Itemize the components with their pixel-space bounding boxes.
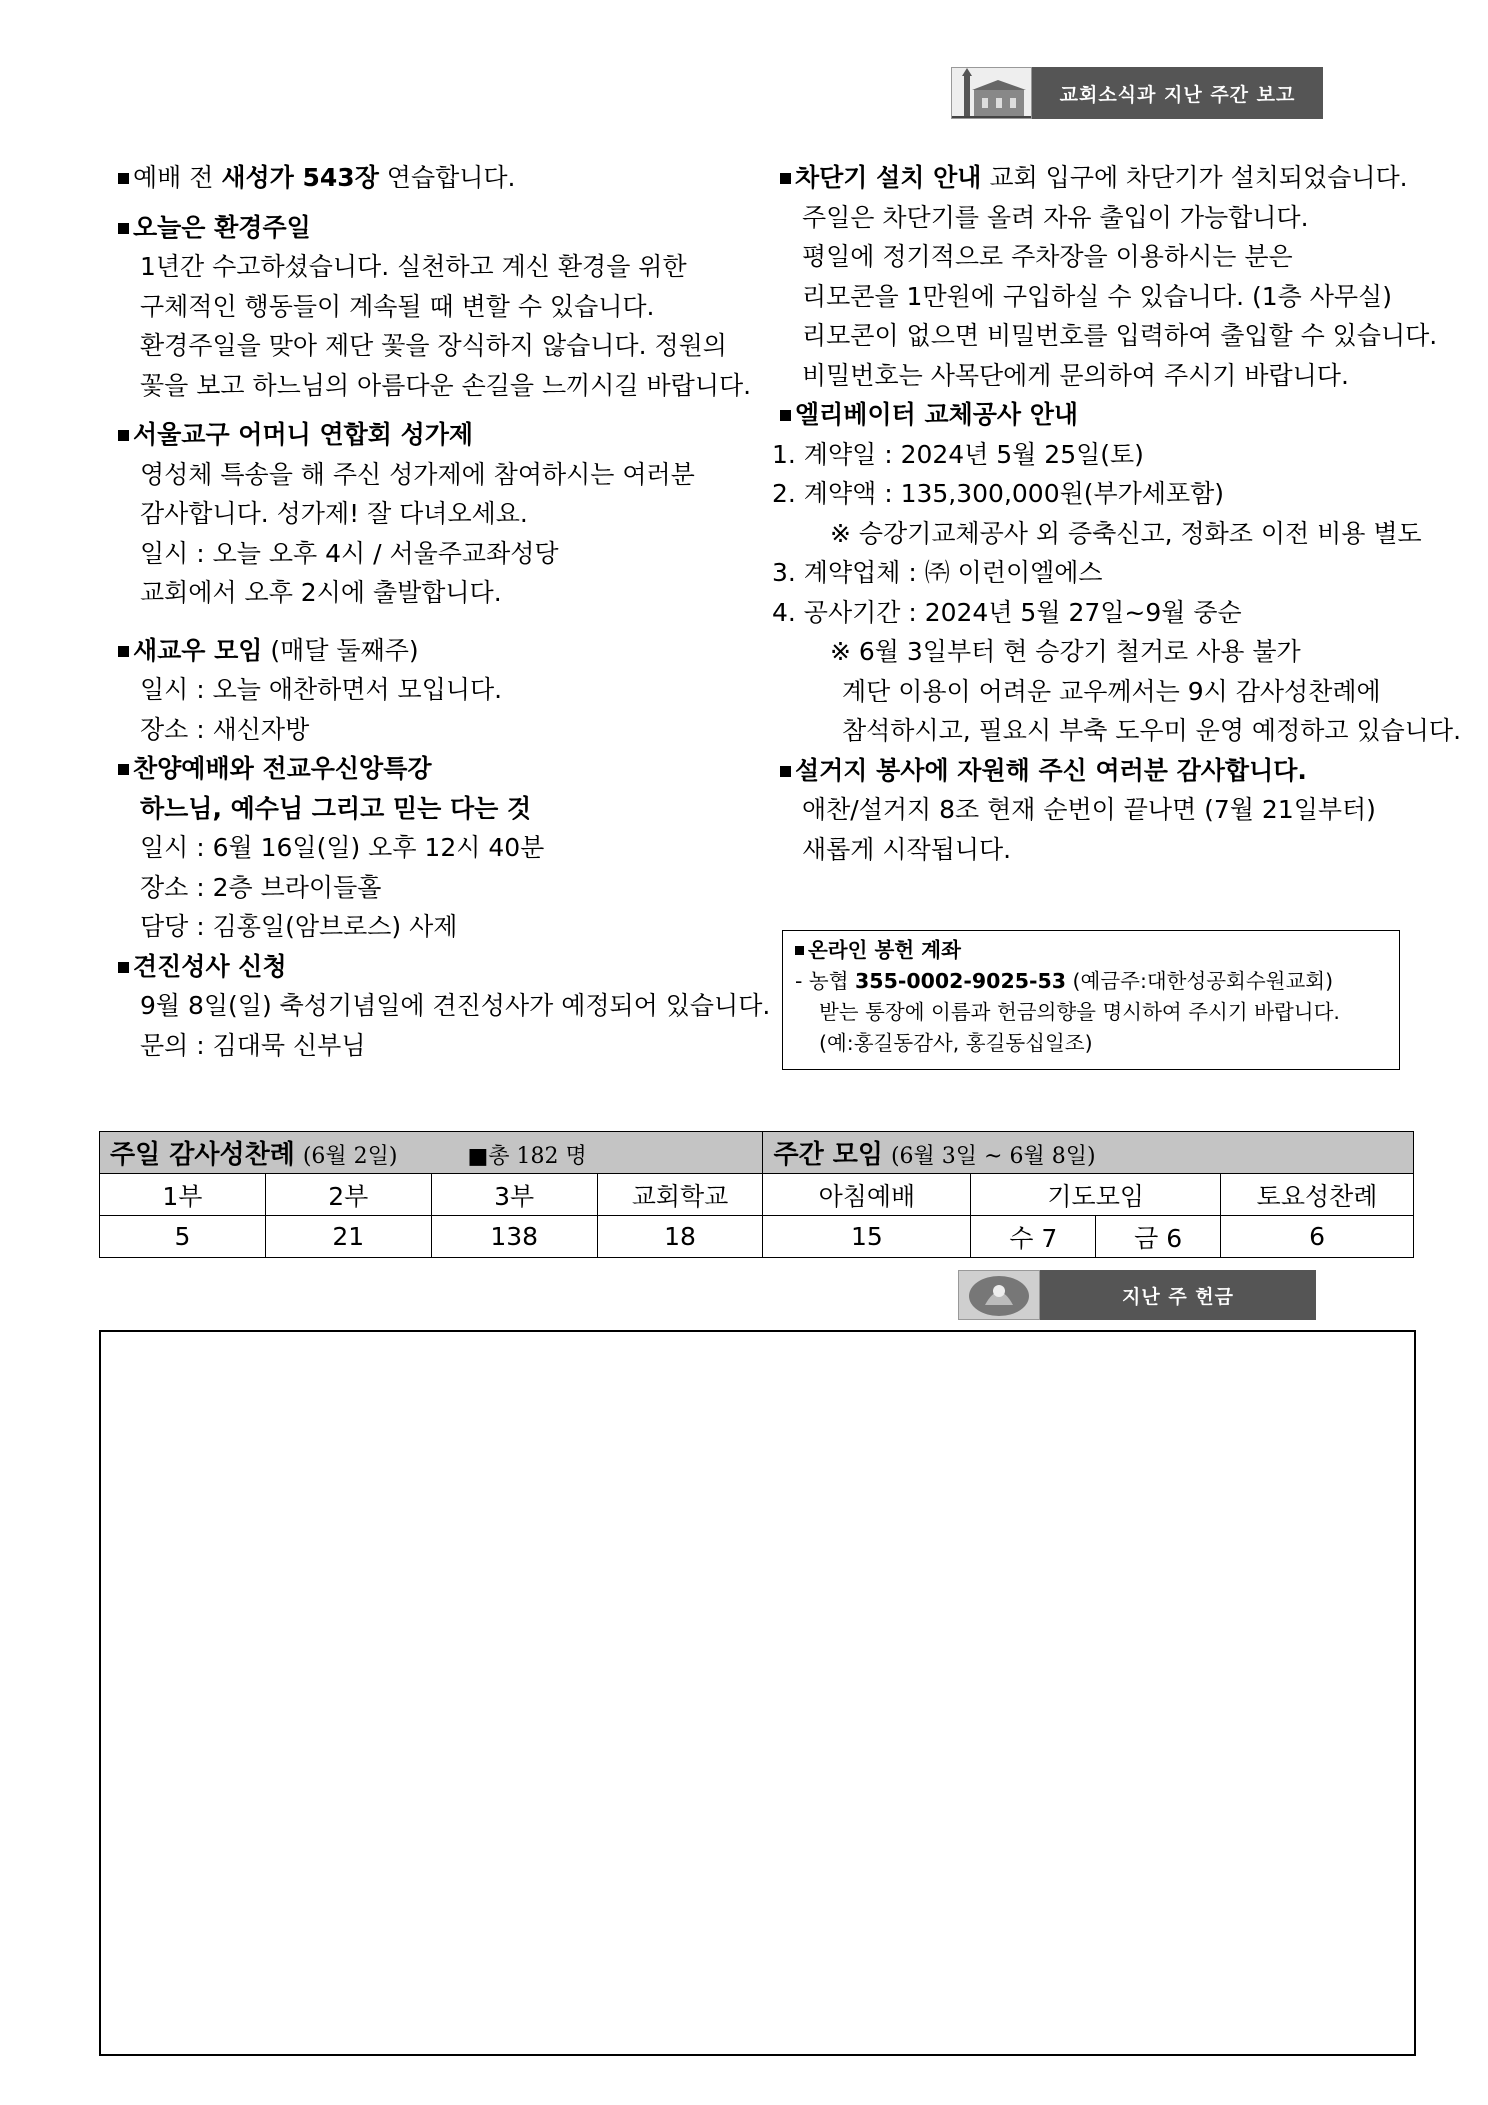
attendance-table bbox=[99, 1131, 1414, 1258]
offering-report-box bbox=[99, 1330, 1416, 2056]
attendance-category-row bbox=[100, 1174, 1414, 1216]
bullet-square-icon bbox=[118, 223, 129, 234]
online-offering-account-box: 온라인 봉헌 계좌 - 농협 355-0002-9025-53 (예금주:대한성공회수원교회) 받는 통장에 이름과 헌금의향을 명시하여 주시기 바랍니다. (예:홍길동감사, 홍길동십일조) bbox=[782, 930, 1400, 1070]
section-header-label: 지난 주 헌금 bbox=[1040, 1270, 1316, 1320]
table-header-cell: 1부 bbox=[100, 1174, 266, 1216]
table-header-cell: 3부 bbox=[431, 1174, 597, 1216]
praying-hands-icon bbox=[958, 1270, 1040, 1320]
total-attendance: ■총 182 명 bbox=[467, 1144, 587, 1169]
news-newcomers: 새교우 모임 (매달 둘째주) 일시 : 오늘 애찬하면서 모입니다. 장소 : 새신자방 bbox=[118, 631, 758, 750]
news-title: 찬양예배와 전교우신앙특강 bbox=[133, 754, 432, 783]
news-title: 새교우 모임 bbox=[133, 635, 263, 665]
news-mothers-choir: 서울교구 어머니 연합회 성가제 영성체 특송을 해 주신 성가제에 참여하시는 여러분 감사합니다. 성가제! 잘 다녀오세요. 일시 : 오늘 오후 4시 / 서울주교좌성당 교회에서 오후 2시에 출발합니다. bbox=[118, 415, 758, 613]
news-dishwashing: 설거지 봉사에 자원해 주신 여러분 감사합니다. 애찬/설거지 8조 현재 순번이 끝나면 (7월 21일부터) 새롭게 시작됩니다. bbox=[780, 751, 1400, 870]
table-cell: 금 6 bbox=[1096, 1216, 1221, 1258]
news-praise-worship: 찬양예배와 전교우신앙특강 하느님, 예수님 그리고 믿는 다는 것 일시 : 6월 16일(일) 오후 12시 40분 장소 : 2층 브라이들홀 담당 : 김홍일(암브로스) 사제 bbox=[118, 749, 758, 947]
table-cell: 6 bbox=[1221, 1216, 1414, 1258]
news-environment-sunday: 오늘은 환경주일 1년간 수고하셨습니다. 실천하고 계신 환경을 위한 구체적인 행동들이 계속될 때 변할 수 있습니다. 환경주일을 맞아 제단 꽃을 장식하지 않습니다. 정원의 꽃을 보고 하느님의 아름다운 손길을 느끼시길 바랍니다. bbox=[118, 208, 758, 406]
bullet-square-icon bbox=[118, 764, 129, 775]
table-cell: 15 bbox=[763, 1216, 971, 1258]
news-title: 오늘은 환경주일 bbox=[133, 212, 311, 242]
bullet-square-icon bbox=[795, 946, 804, 955]
news-subtitle: 하느님, 예수님 그리고 믿는 다는 것 bbox=[140, 793, 532, 823]
bullet-square-icon bbox=[118, 430, 129, 441]
bullet-square-icon bbox=[780, 410, 791, 421]
section-header-news bbox=[951, 67, 1323, 119]
table-header-cell: 교회학교 bbox=[597, 1174, 763, 1216]
table-header-cell: 기도모임 bbox=[971, 1174, 1221, 1216]
table-cell: 5 bbox=[100, 1216, 266, 1258]
sunday-eucharist-header: 주일 감사성찬례 (6월 2일) ■총 182 명 bbox=[100, 1132, 763, 1174]
attendance-header-row bbox=[100, 1132, 1414, 1174]
news-right-column bbox=[772, 158, 1462, 869]
news-title: 견진성사 신청 bbox=[133, 951, 287, 981]
news-barrier: 차단기 설치 안내 교회 입구에 차단기가 설치되었습니다. 주일은 차단기를 올려 자유 출입이 가능합니다. 평일에 정기적으로 주차장을 이용하시는 분은 리모콘을 1만원에 구입하실 수 있습니다. (1층 사무실) 리모콘이 없으면 비밀번호를 입력하여 출입할 수 있습니다. 비밀번호는 사목단에게 문의하여 주시기 바랍니다. bbox=[780, 158, 1400, 395]
bullet-square-icon bbox=[118, 646, 129, 657]
news-left-column bbox=[118, 158, 771, 1065]
news-title: 엘리베이터 교체공사 안내 bbox=[795, 400, 1079, 429]
attendance-value-row bbox=[100, 1216, 1414, 1258]
table-header-cell: 아침예배 bbox=[763, 1174, 971, 1216]
news-title: 차단기 설치 안내 bbox=[795, 163, 982, 192]
account-number: 355-0002-9025-53 bbox=[855, 969, 1067, 993]
bullet-square-icon bbox=[118, 173, 129, 184]
table-header-cell: 토요성찬례 bbox=[1221, 1174, 1414, 1216]
news-title: 서울교구 어머니 연합회 성가제 bbox=[133, 420, 474, 449]
news-elevator: 엘리베이터 교체공사 안내 1. 계약일 : 2024년 5월 25일(토) 2. 계약액 : 135,300,000원(부가세포함) ※ 승강기교체공사 외 증축신고, 정화조 이전 비용 별도 3. 계약업체 : ㈜ 이런이엘에스 4. 공사기간 : 2024년 5월 27일~9월 중순 ※ 6월 3일부터 현 승강기 철거로 사용 불가 계단 이용이 어려운 교우께서는 9시 감사성찬례에 참석하시고, 필요시 부축 도우미 운영 예정하고 있습니다. bbox=[772, 400, 1462, 745]
table-header-cell: 2부 bbox=[265, 1174, 431, 1216]
table-cell: 18 bbox=[597, 1216, 763, 1258]
section-header-offering bbox=[958, 1270, 1316, 1320]
bullet-square-icon bbox=[118, 962, 129, 973]
news-confirmation: 견진성사 신청 9월 8일(일) 축성기념일에 견진성사가 예정되어 있습니다. 문의 : 김대묵 신부님 bbox=[118, 947, 758, 1066]
table-cell: 수 7 bbox=[971, 1216, 1096, 1258]
account-title: 온라인 봉헌 계좌 bbox=[808, 938, 961, 962]
news-title: 설거지 봉사에 자원해 주신 여러분 감사합니다. bbox=[795, 755, 1307, 785]
news-hymn: 예배 전 새성가 543장 연습합니다. bbox=[118, 158, 758, 198]
table-cell: 138 bbox=[431, 1216, 597, 1258]
table-cell: 21 bbox=[265, 1216, 431, 1258]
bullet-square-icon bbox=[780, 173, 791, 184]
bullet-square-icon bbox=[780, 766, 791, 777]
section-header-label: 교회소식과 지난 주간 보고 bbox=[1032, 67, 1323, 119]
weekly-meeting-header: 주간 모임 (6월 3일 ~ 6월 8일) bbox=[763, 1132, 1414, 1174]
church-building-icon bbox=[951, 67, 1032, 119]
